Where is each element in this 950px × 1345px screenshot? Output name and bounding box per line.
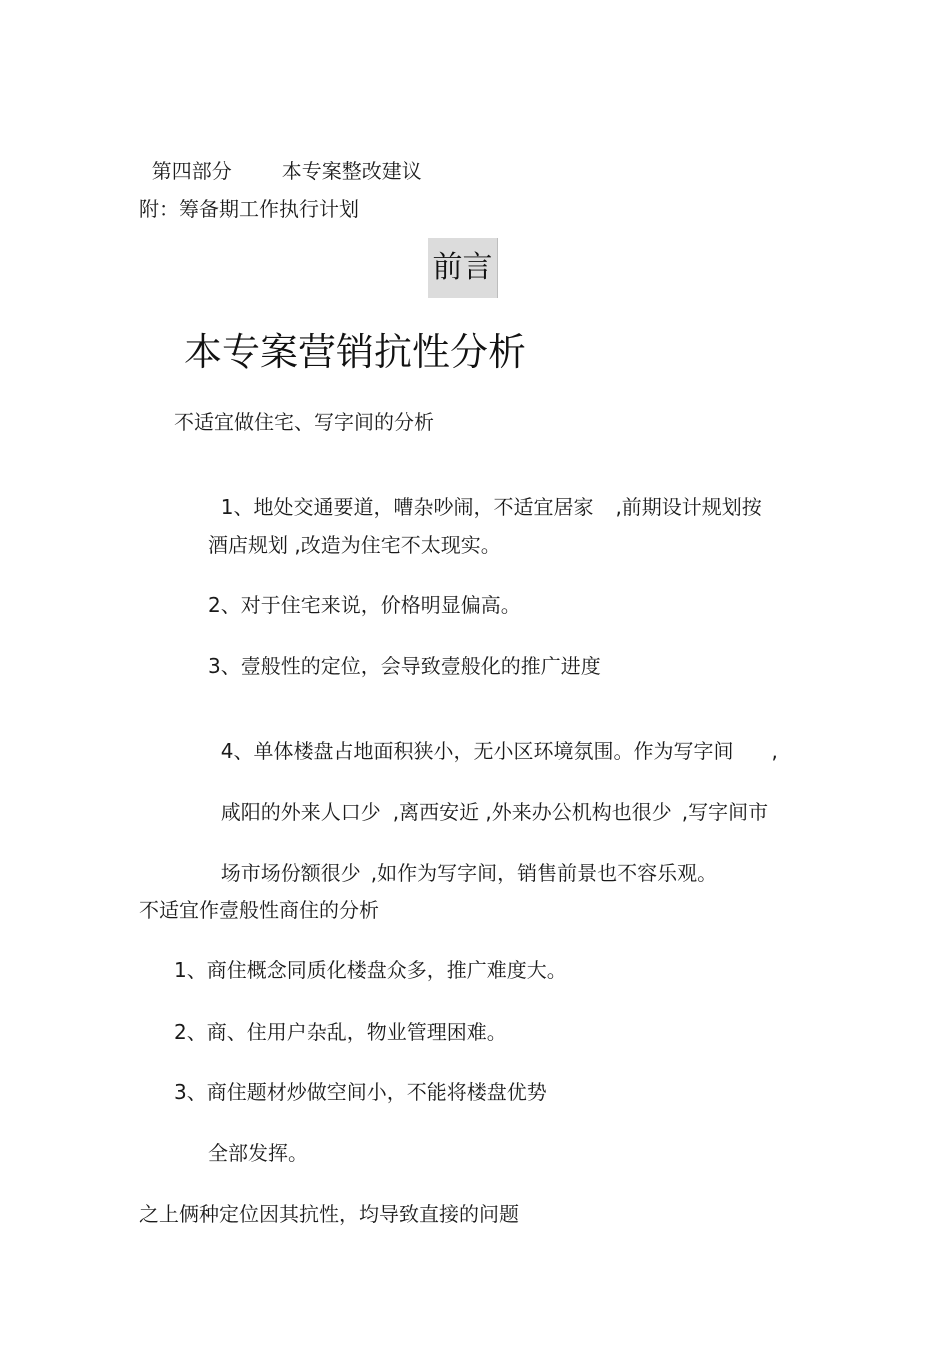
section1-item1-line1 [208,471,762,519]
section2-item3-line2: 全部发挥。 [208,1141,308,1165]
section1-item1-line1-b: ,前期设计规划按 [615,495,762,519]
section1-item1-line2: 酒店规划 ,改造为住宅不太现实。 [208,533,501,557]
section1-item4-line3 [208,837,717,885]
toc-part4-number: 第四部分 [151,159,232,183]
section1-item3: 3、壹般性的定位，会导致壹般化的推广进度 [208,654,601,678]
section2-heading: 不适宜作壹般性商住的分析 [139,898,379,922]
section2-item1: 1、商住概念同质化楼盘众多，推广难度大。 [174,958,567,982]
section2-item3-line1: 3、商住题材炒做空间小，不能将楼盘优势 [174,1080,547,1104]
section1-item4-line2-c: ,写字间市 [681,800,769,824]
section1-item4-line2-b: ,离西安近 ,外来办公机构也很少 [392,800,672,824]
section1-item4-line2 [208,776,768,824]
section1-item4-line1-b: , [771,739,778,763]
section1-item4-line1-a: 4、单体楼盘占地面积狭小，无小区环境氛围。作为写字间 [220,739,734,763]
section1-item4-line2-a: 咸阳的外来人口少 [220,800,381,824]
section1-item2: 2、对于住宅来说，价格明显偏高。 [208,593,521,617]
section1-item4-line3-b: ,如作为写字间，销售前景也不容乐观。 [370,861,718,885]
section1-item4-line3-a: 场市场份额很少 [220,861,361,885]
toc-appendix: 附：筹备期工作执行计划 [139,197,359,221]
conclusion: 之上俩种定位因其抗性，均导致直接的问题 [139,1202,519,1226]
section1-item1-line1-a: 1、地处交通要道，嘈杂吵闹，不适宜居家 [220,495,594,519]
section1-item4-line1 [208,715,778,763]
section1-heading: 不适宜做住宅、写字间的分析 [174,410,434,434]
toc-part4-title: 本专案整改建议 [281,159,422,183]
main-title: 本专案营销抗性分析 [184,330,527,374]
toc-part4 [139,135,422,183]
section2-item2: 2、商、住用户杂乱，物业管理困难。 [174,1020,507,1044]
preface-heading: 前言 [428,238,498,298]
